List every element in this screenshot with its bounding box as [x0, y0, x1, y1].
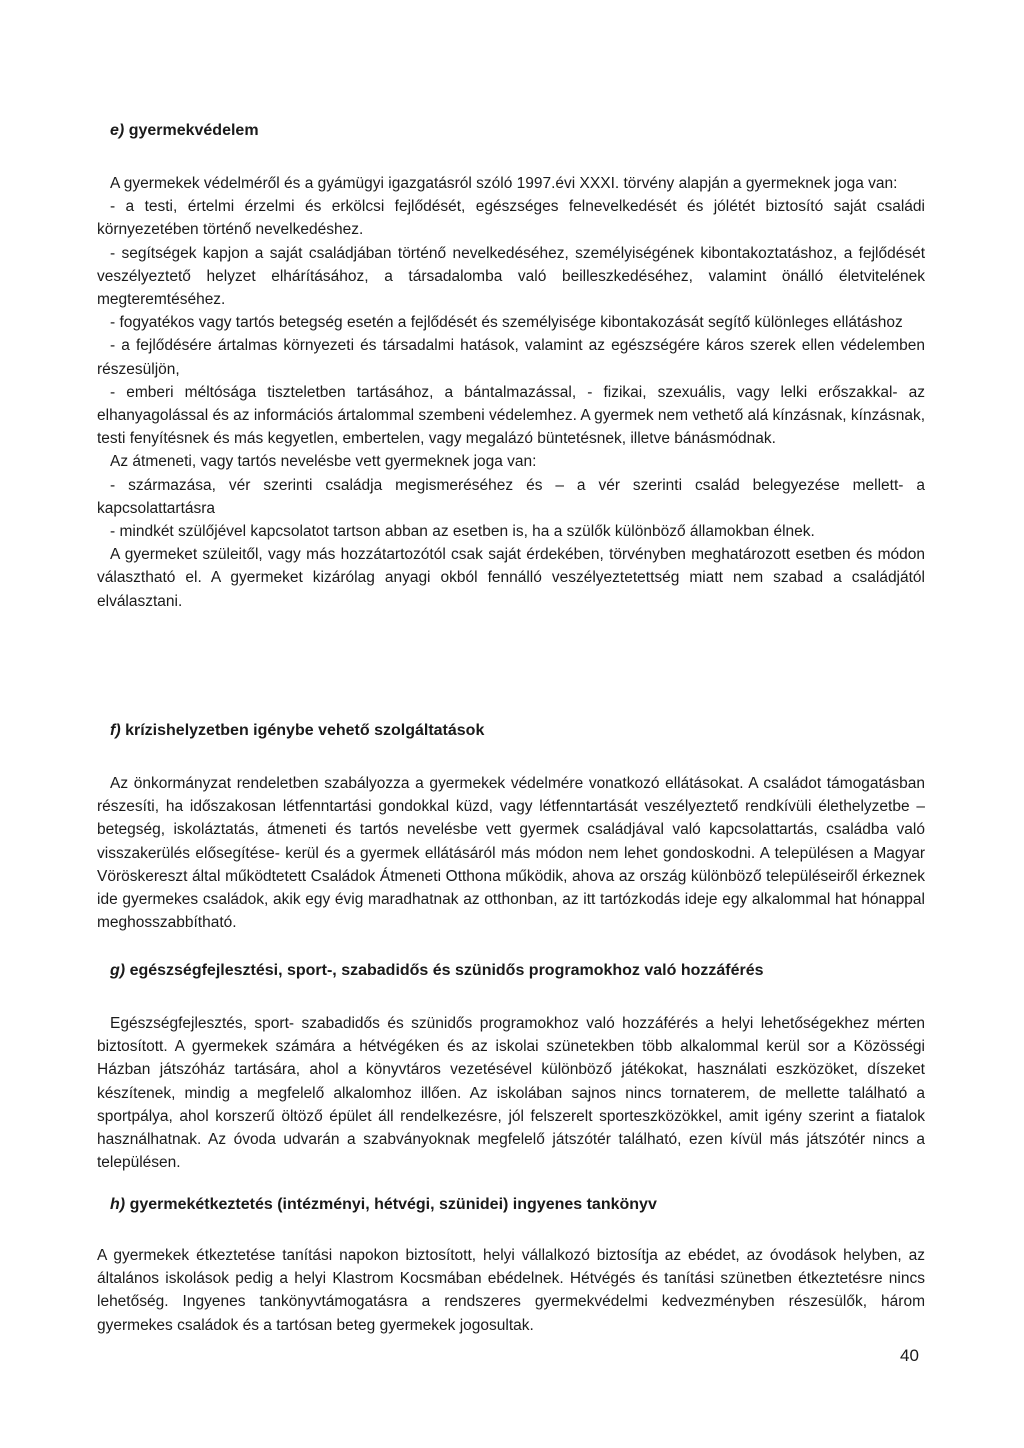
section-heading-g: [110, 962, 764, 980]
section-title-g: egészségfejlesztési, sport-, szabadidős és szünidős programokhoz való hozzáférés: [129, 962, 764, 979]
section-letter-h: h): [110, 1196, 126, 1213]
page-number: 40: [900, 1346, 919, 1365]
section-title-f: krízishelyzetben igénybe vehető szolgáltatások: [125, 722, 485, 739]
paragraph: Az átmeneti, vagy tartós nevelésbe vett gyermeknek joga van:: [110, 453, 537, 471]
paragraph: - segítségek kapjon a saját családjában történő nevelkedéséhez, személyiségének kibontakoztatáshoz, a fejlődését veszélyeztető helyzet elhárításához, a társadalomba való beilleszkedéséhez, valamint önálló életvitelének megteremtéséhez.: [97, 244, 925, 309]
paragraph: - származása, vér szerinti családja megismeréséhez és – a vér szerinti család belegyezése mellett- a kapcsolattartásra: [97, 476, 925, 517]
section-body-h: [97, 1244, 925, 1337]
paragraph: A gyermekek védelméről és a gyámügyi igazgatásról szóló 1997.évi XXXI. törvény alapján a gyermeknek joga van:: [110, 175, 898, 192]
section-letter-e: e): [110, 122, 125, 139]
paragraph: - mindkét szülőjével kapcsolatot tartson abban az esetben is, ha a szülők különböző államokban élnek.: [110, 523, 815, 541]
section-letter-f: f): [110, 722, 121, 739]
paragraph: - emberi méltósága tiszteletben tartásához, a bántalmazással, - fizikai, szexuális, vagy lelki erőszakkal- az elhanyagolással és az információs ártalommal szembeni védelemhez. A gyermek nem vethető alá kínzásnak, kínzásnak, testi fenyítésnek és más kegyetlen, embertelen, vagy megalázó büntetésnek, illetve bánásmódnak.: [97, 383, 925, 448]
section-title-e: gyermekvédelem: [128, 122, 259, 139]
section-letter-g: g): [110, 962, 126, 979]
section-body-e: [97, 172, 925, 613]
section-heading-f: [110, 722, 484, 740]
paragraph: Az önkormányzat rendeletben szabályozza a gyermekek védelmére vonatkozó ellátásokat. A családot támogatásban részesíti, ha időszakosan létfenntartási gondokkal küzd, vagy létfenntartását veszélyeztető rendkívüli élethelyzetbe –betegség, iskoláztatás, átmeneti és tartós nevelésbe vett gyermek családjával való kapcsolattartás, családba való visszakerülés elősegítése- kerül és a gyermek ellátásáról más módon nem lehet gondoskodni. A településen a Magyar Vöröskereszt által működtetett Családok Átmeneti Otthona működik, ahova az ország különböző településeiről érkeznek ide gyermekes családok, akik egy évig maradhatnak az otthonban, az itt tartózkodás ideje egy alkalommal hat hónappal meghosszabbítható.: [97, 775, 925, 932]
paragraph: - a testi, értelmi érzelmi és erkölcsi fejlődését, egészséges felnevelkedését és jólétét biztosító saját családi környezetében történő nevelkedéshez.: [97, 198, 925, 239]
section-body-g: [97, 1012, 925, 1174]
section-body-f: [97, 772, 925, 934]
section-title-h: gyermekétkeztetés (intézményi, hétvégi, szünidei) ingyenes tankönyv: [129, 1196, 657, 1213]
paragraph: Egészségfejlesztés, sport- szabadidős és szünidős programokhoz való hozzáférés a helyi lehetőségekhez mérten biztosított. A gyermekek számára a hétvégéken és az iskolai szünetekben több alkalommal kerül sor a Közösségi Házban játszóház tartására, ahol a könyvtáros vezetésével különböző játékokat, használati eszközöket, díszeket készítenek, mindig a megfelelő alkalomhoz illően. Az iskolában sajnos nincs tornaterem, de mellette található a sportpálya, ahol korszerű öltöző épület áll rendelkezésre, jól felszerelt sporteszközökkel, amit igény szerint a fiatalok használhatnak. Az óvoda udvarán a szabványoknak megfelelő játszótér található, ezen kívül más játszótér nincs a településen.: [97, 1015, 925, 1172]
paragraph: A gyermeket szüleitől, vagy más hozzátartozótól csak saját érdekében, törvényben meghatározott esetben és módon választható el. A gyermeket kizárólag anyagi okból fennálló veszélyeztetettség miatt nem szabad a családjától elválasztani.: [97, 546, 925, 610]
section-heading-h: [110, 1196, 657, 1214]
paragraph: A gyermekek étkeztetése tanítási napokon biztosított, helyi vállalkozó biztosítja az ebédet, az óvodások helyben, az általános iskolások pedig a helyi Klastrom Kocsmában ebédelnek. Hétvégés és tanítási szünetben étkeztetésre nincs lehetőség. Ingyenes tankönyvtámogatásra a rendszeres gyermekvédelmi kedvezményben részesülők, három gyermekes családok és a tartósan beteg gyermekek jogosultak.: [97, 1247, 925, 1334]
section-heading-e: [110, 122, 259, 140]
paragraph: - fogyatékos vagy tartós betegség esetén a fejlődését és személyisége kibontakozását segítő különleges ellátáshoz: [110, 314, 903, 332]
paragraph: - a fejlődésére ártalmas környezeti és társadalmi hatások, valamint az egészségére káros szerek ellen védelemben részesüljön,: [97, 337, 925, 378]
